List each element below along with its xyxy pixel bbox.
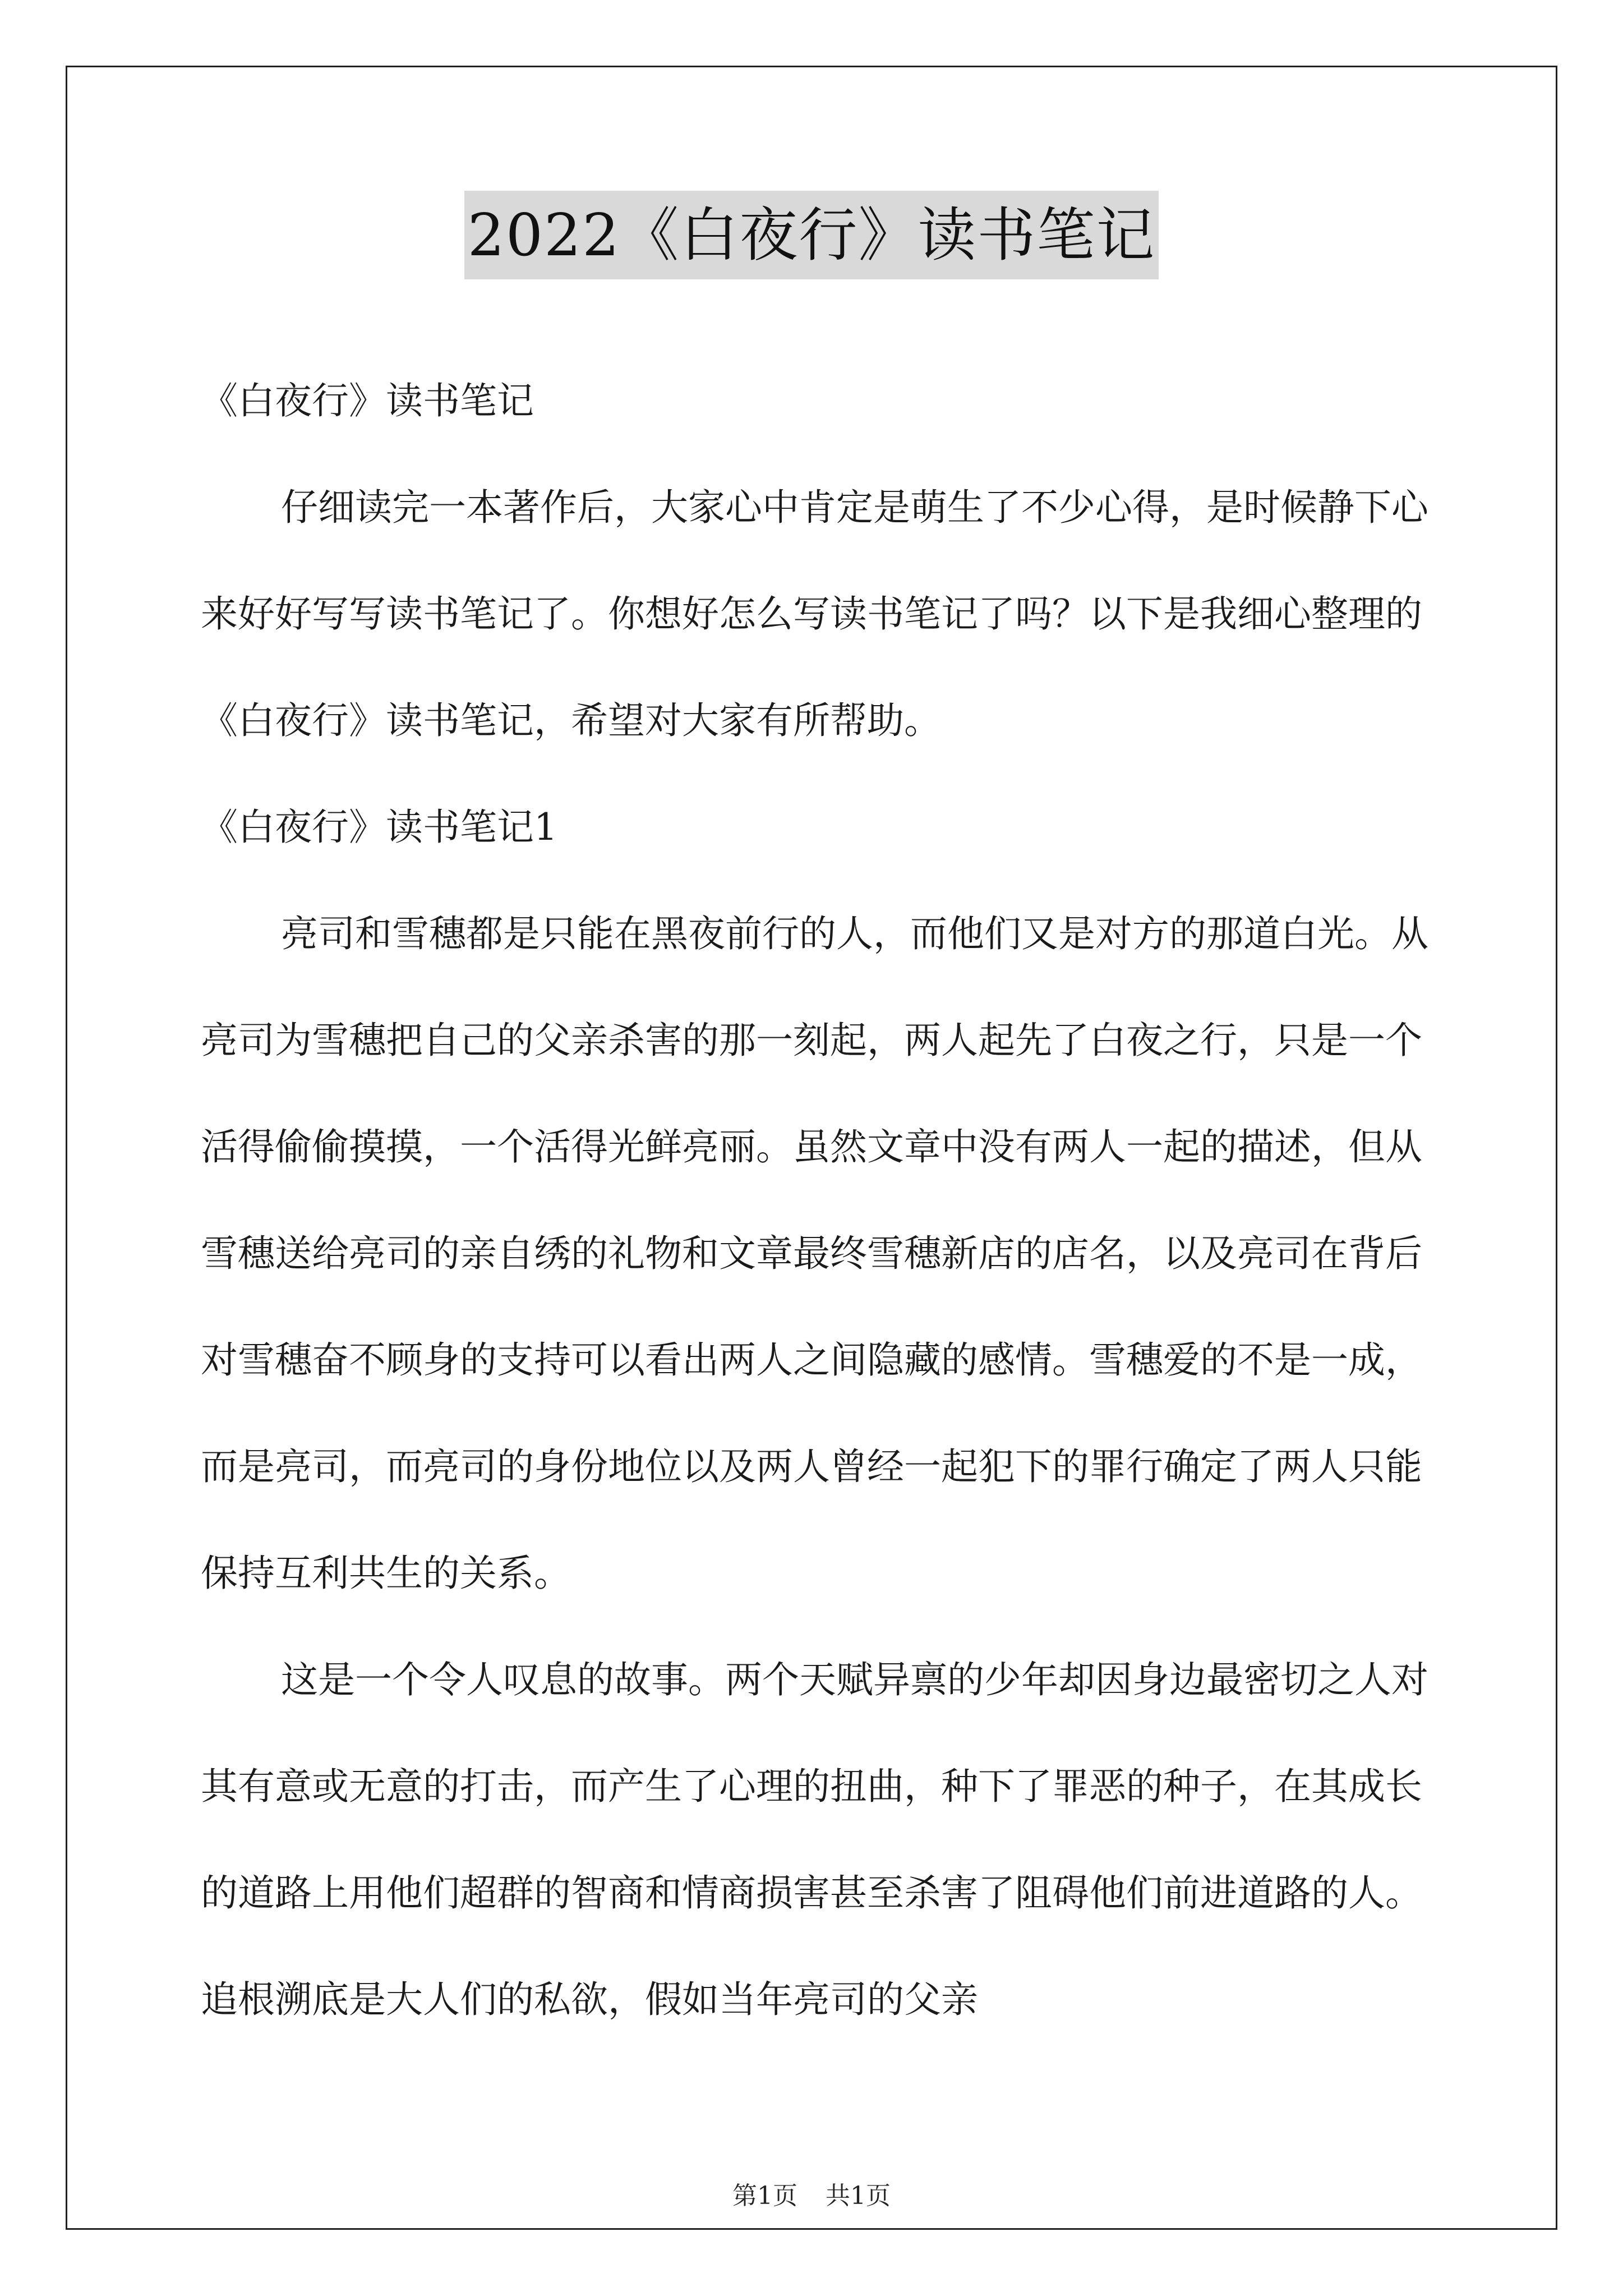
title-container <box>0 191 1623 279</box>
document-title: 2022《白夜行》读书笔记 <box>464 191 1159 279</box>
page-total: 共1页 <box>826 2182 891 2210</box>
section-heading: 《白夜行》读书笔记1 <box>201 806 557 849</box>
page-footer <box>0 2175 1623 2211</box>
body-paragraph: 这是一个令人叹息的故事。两个天赋异禀的少年却因身边最密切之人对其有意或无意的打击，而产生了心理的扭曲，种下了罪恶的种子，在其成长的道路上用他们超群的智商和情商损害甚至杀害了阻碍他们前进道路的人。追根溯底是大人们的私欲，假如当年亮司的父亲 <box>201 1658 1428 2021</box>
document-body <box>201 348 1429 2053</box>
section-heading: 《白夜行》读书笔记 <box>201 379 534 422</box>
body-paragraph: 仔细读完一本著作后，大家心中肯定是萌生了不少心得，是时候静下心来好好写写读书笔记了。你想好怎么写读书笔记了吗？以下是我细心整理的《白夜行》读书笔记，希望对大家有所帮助。 <box>201 486 1428 742</box>
body-paragraph: 亮司和雪穗都是只能在黑夜前行的人，而他们又是对方的那道白光。从亮司为雪穗把自己的父亲杀害的那一刻起，两人起先了白夜之行，只是一个活得偷偷摸摸，一个活得光鲜亮丽。虽然文章中没有两人一起的描述，但从雪穗送给亮司的亲自绣的礼物和文章最终雪穗新店的店名，以及亮司在背后对雪穗奋不顾身的支持可以看出两人之间隐藏的感情。雪穗爱的不是一成，而是亮司，而亮司的身份地位以及两人曾经一起犯下的罪行确定了两人只能保持互利共生的关系。 <box>201 912 1428 1595</box>
page-number: 第1页 <box>732 2182 797 2210</box>
